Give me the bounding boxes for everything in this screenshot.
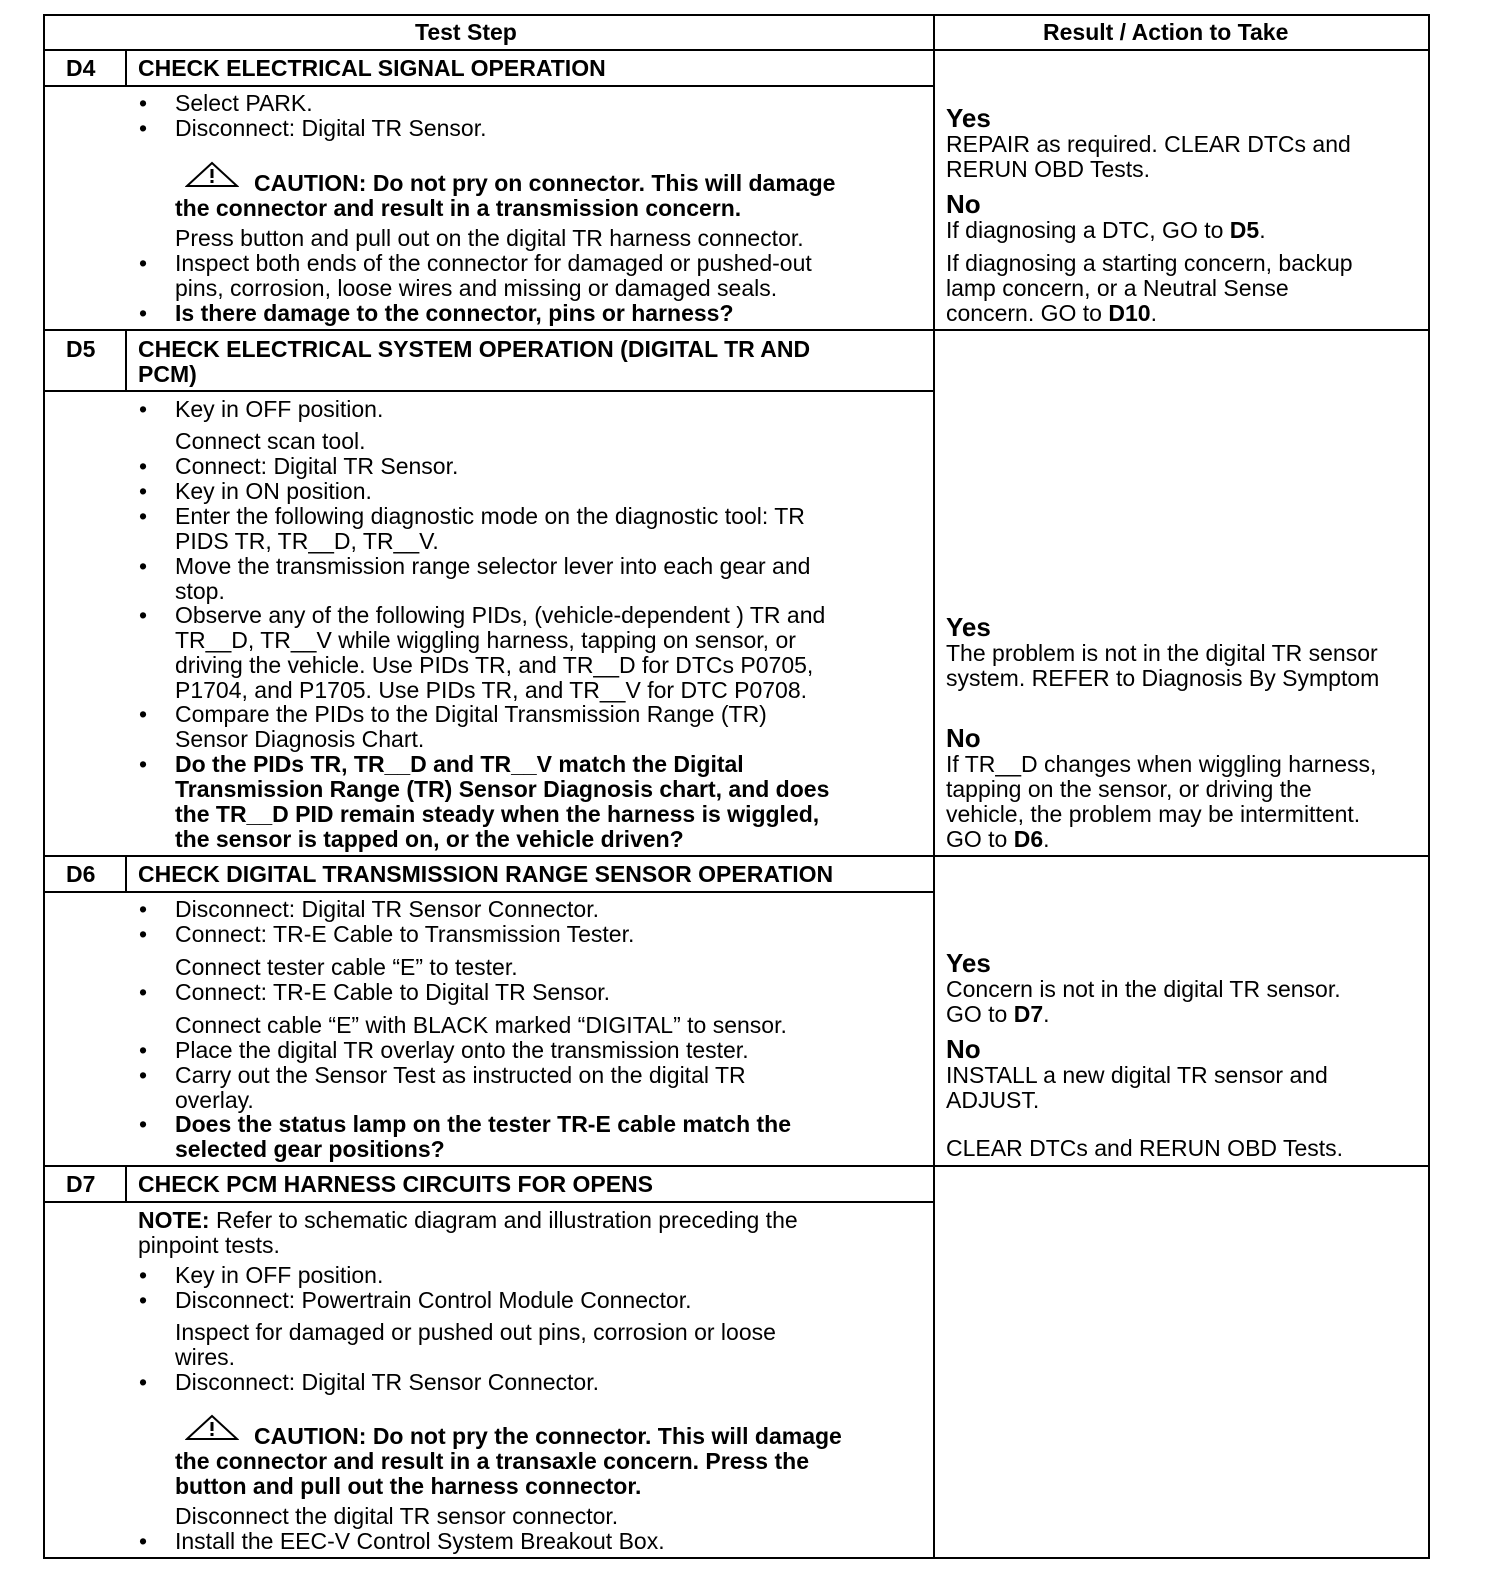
bullet: • <box>139 1037 148 1063</box>
bullet: • <box>139 115 148 141</box>
bullet: • <box>139 896 148 922</box>
id-divider-d7 <box>125 1166 127 1203</box>
d7-line-2: Disconnect: Powertrain Control Module Connector. <box>175 1287 692 1313</box>
d6-line-4: Connect: TR-E Cable to Digital TR Sensor. <box>175 979 611 1005</box>
d7-line-3a: Inspect for damaged or pushed out pins, corrosion or loose <box>175 1319 776 1345</box>
d7-caution-line-2: the connector and result in a transaxle concern. Press the <box>175 1448 809 1474</box>
d5-line-1: Key in OFF position. <box>175 396 384 422</box>
step-id-d7: D7 <box>66 1171 96 1197</box>
d5-no-line-1: If TR__D changes when wiggling harness, <box>946 751 1377 777</box>
d4-no-line-1: If diagnosing a DTC, GO to D5. <box>946 217 1266 243</box>
bullet: • <box>139 250 148 276</box>
d6-question-b: selected gear positions? <box>175 1136 445 1162</box>
d5-line-5b: PIDS TR, TR__D, TR__V. <box>175 528 439 554</box>
bullet: • <box>139 478 148 504</box>
header-test-step: Test Step <box>415 19 517 45</box>
d6-yes-label: Yes <box>946 948 991 978</box>
d6-yes-line-1: Concern is not in the digital TR sensor. <box>946 976 1341 1002</box>
d5-line-4: Key in ON position. <box>175 478 372 504</box>
bullet: • <box>139 1262 148 1288</box>
d5-title-divider <box>43 390 934 392</box>
d4-title-divider <box>43 85 934 87</box>
step-id-d5: D5 <box>66 336 96 362</box>
d6-yes-line-2: GO to D7. <box>946 1001 1050 1027</box>
d7-line-4: Disconnect: Digital TR Sensor Connector. <box>175 1369 599 1395</box>
bullet: • <box>139 602 148 628</box>
d6-line-7a: Carry out the Sensor Test as instructed on the digital TR <box>175 1062 746 1088</box>
d5-no-line-2: tapping on the sensor, or driving the <box>946 776 1312 802</box>
d6-line-7b: overlay. <box>175 1087 254 1113</box>
step-id-d4: D4 <box>66 55 96 81</box>
d6-line-1: Disconnect: Digital TR Sensor Connector. <box>175 896 599 922</box>
d4-line-2: Disconnect: Digital TR Sensor. <box>175 115 487 141</box>
d4-no-line-2: If diagnosing a starting concern, backup <box>946 250 1353 276</box>
d5-line-8b: Sensor Diagnosis Chart. <box>175 726 425 752</box>
d5-line-7b: TR__D, TR__V while wiggling harness, tapping on sensor, or <box>175 627 796 653</box>
d6-no-line-3: CLEAR DTCs and RERUN OBD Tests. <box>946 1135 1344 1161</box>
d5-no-line-4: GO to D6. <box>946 826 1050 852</box>
d4-no-line-4: concern. GO to D10. <box>946 300 1157 326</box>
d5-no-line-3: vehicle, the problem may be intermittent. <box>946 801 1361 827</box>
step-id-d6: D6 <box>66 861 96 887</box>
header-divider <box>43 49 1430 51</box>
warning-triangle-icon <box>185 160 239 188</box>
d5-question-b: Transmission Range (TR) Sensor Diagnosis chart, and does <box>175 776 830 802</box>
d5-question-c: the TR__D PID remain steady when the harness is wiggled, <box>175 801 820 827</box>
column-divider <box>933 14 935 1559</box>
d6-line-3: Connect tester cable “E” to tester. <box>175 954 518 980</box>
step-title-d4: CHECK ELECTRICAL SIGNAL OPERATION <box>138 55 606 81</box>
d4-no-label: No <box>946 189 981 219</box>
d6-question-a: Does the status lamp on the tester TR-E cable match the <box>175 1111 792 1137</box>
d4-yes-label: Yes <box>946 103 991 133</box>
d7-line-6: Install the EEC-V Control System Breakout Box. <box>175 1528 665 1554</box>
d5-no-label: No <box>946 723 981 753</box>
bullet: • <box>139 90 148 116</box>
d4-line-4a: Inspect both ends of the connector for damaged or pushed-out <box>175 250 812 276</box>
bullet: • <box>139 1369 148 1395</box>
d5-yes-line-2: system. REFER to Diagnosis By Symptom <box>946 665 1380 691</box>
d6-row-divider <box>43 1165 1430 1167</box>
step-title-d7: CHECK PCM HARNESS CIRCUITS FOR OPENS <box>138 1171 653 1197</box>
d5-line-6b: stop. <box>175 578 225 604</box>
d6-line-6: Place the digital TR overlay onto the transmission tester. <box>175 1037 749 1063</box>
d7-line-1: Key in OFF position. <box>175 1262 384 1288</box>
bullet: • <box>139 503 148 529</box>
d5-line-8a: Compare the PIDs to the Digital Transmission Range (TR) <box>175 701 767 727</box>
bullet: • <box>139 979 148 1005</box>
bullet: • <box>139 453 148 479</box>
step-title-d5-line-1: CHECK ELECTRICAL SYSTEM OPERATION (DIGITAL TR AND <box>138 336 811 362</box>
d5-line-5a: Enter the following diagnostic mode on the diagnostic tool: TR <box>175 503 805 529</box>
d7-title-divider <box>43 1201 934 1203</box>
d7-line-3b: wires. <box>175 1344 236 1370</box>
bullet: • <box>139 751 148 777</box>
d4-row-divider <box>43 329 1430 331</box>
d5-line-2: Connect scan tool. <box>175 428 366 454</box>
d6-no-label: No <box>946 1034 981 1064</box>
id-divider-d4 <box>125 50 127 87</box>
header-result: Result / Action to Take <box>1043 19 1289 45</box>
d7-line-5: Disconnect the digital TR sensor connector. <box>175 1503 619 1529</box>
bullet: • <box>139 1062 148 1088</box>
d5-yes-line-1: The problem is not in the digital TR sensor <box>946 640 1378 666</box>
id-divider-d6 <box>125 856 127 893</box>
d4-line-4b: pins, corrosion, loose wires and missing or damaged seals. <box>175 275 778 301</box>
bullet: • <box>139 1528 148 1554</box>
d4-no-line-3: lamp concern, or a Neutral Sense <box>946 275 1289 301</box>
d6-line-2: Connect: TR-E Cable to Transmission Tester. <box>175 921 635 947</box>
d4-yes-line-2: RERUN OBD Tests. <box>946 156 1151 182</box>
bullet: • <box>139 1111 148 1137</box>
bullet: • <box>139 553 148 579</box>
bullet: • <box>139 701 148 727</box>
bullet: • <box>139 1287 148 1313</box>
d5-question-d: the sensor is tapped on, or the vehicle driven? <box>175 826 684 852</box>
d5-line-6a: Move the transmission range selector lever into each gear and <box>175 553 811 579</box>
d5-line-3: Connect: Digital TR Sensor. <box>175 453 459 479</box>
d5-row-divider <box>43 855 1430 857</box>
d5-yes-label: Yes <box>946 612 991 642</box>
d5-line-7c: driving the vehicle. Use PIDs TR, and TR__D for DTCs P0705, <box>175 652 814 678</box>
d7-caution-line-3: button and pull out the harness connector. <box>175 1473 642 1499</box>
bullet: • <box>139 921 148 947</box>
d4-caution-line-1: CAUTION: Do not pry on connector. This will damage <box>254 170 836 196</box>
d6-no-line-2: ADJUST. <box>946 1087 1040 1113</box>
d6-title-divider <box>43 891 934 893</box>
d4-line-3: Press button and pull out on the digital TR harness connector. <box>175 225 804 251</box>
step-title-d5-line-2: PCM) <box>138 361 197 387</box>
bullet: • <box>139 396 148 422</box>
d7-note-line-2: pinpoint tests. <box>138 1232 280 1258</box>
d6-no-line-1: INSTALL a new digital TR sensor and <box>946 1062 1328 1088</box>
id-divider-d5 <box>125 330 127 392</box>
d5-question-a: Do the PIDs TR, TR__D and TR__V match the Digital <box>175 751 744 777</box>
d4-line-1: Select PARK. <box>175 90 313 116</box>
d4-question: Is there damage to the connector, pins or harness? <box>175 300 734 326</box>
bullet: • <box>139 300 148 326</box>
d5-line-7a: Observe any of the following PIDs, (vehicle-dependent ) TR and <box>175 602 826 628</box>
d4-yes-line-1: REPAIR as required. CLEAR DTCs and <box>946 131 1351 157</box>
d7-caution-line-1: CAUTION: Do not pry the connector. This will damage <box>254 1423 842 1449</box>
step-title-d6: CHECK DIGITAL TRANSMISSION RANGE SENSOR OPERATION <box>138 861 834 887</box>
d6-line-5: Connect cable “E” with BLACK marked “DIGITAL” to sensor. <box>175 1012 787 1038</box>
d5-line-7d: P1704, and P1705. Use PIDs TR, and TR__V for DTC P0708. <box>175 677 807 703</box>
d4-caution-line-2: the connector and result in a transmission concern. <box>175 195 742 221</box>
warning-triangle-icon <box>185 1413 239 1441</box>
d7-note-line-1: NOTE: Refer to schematic diagram and illustration preceding the <box>138 1207 798 1233</box>
